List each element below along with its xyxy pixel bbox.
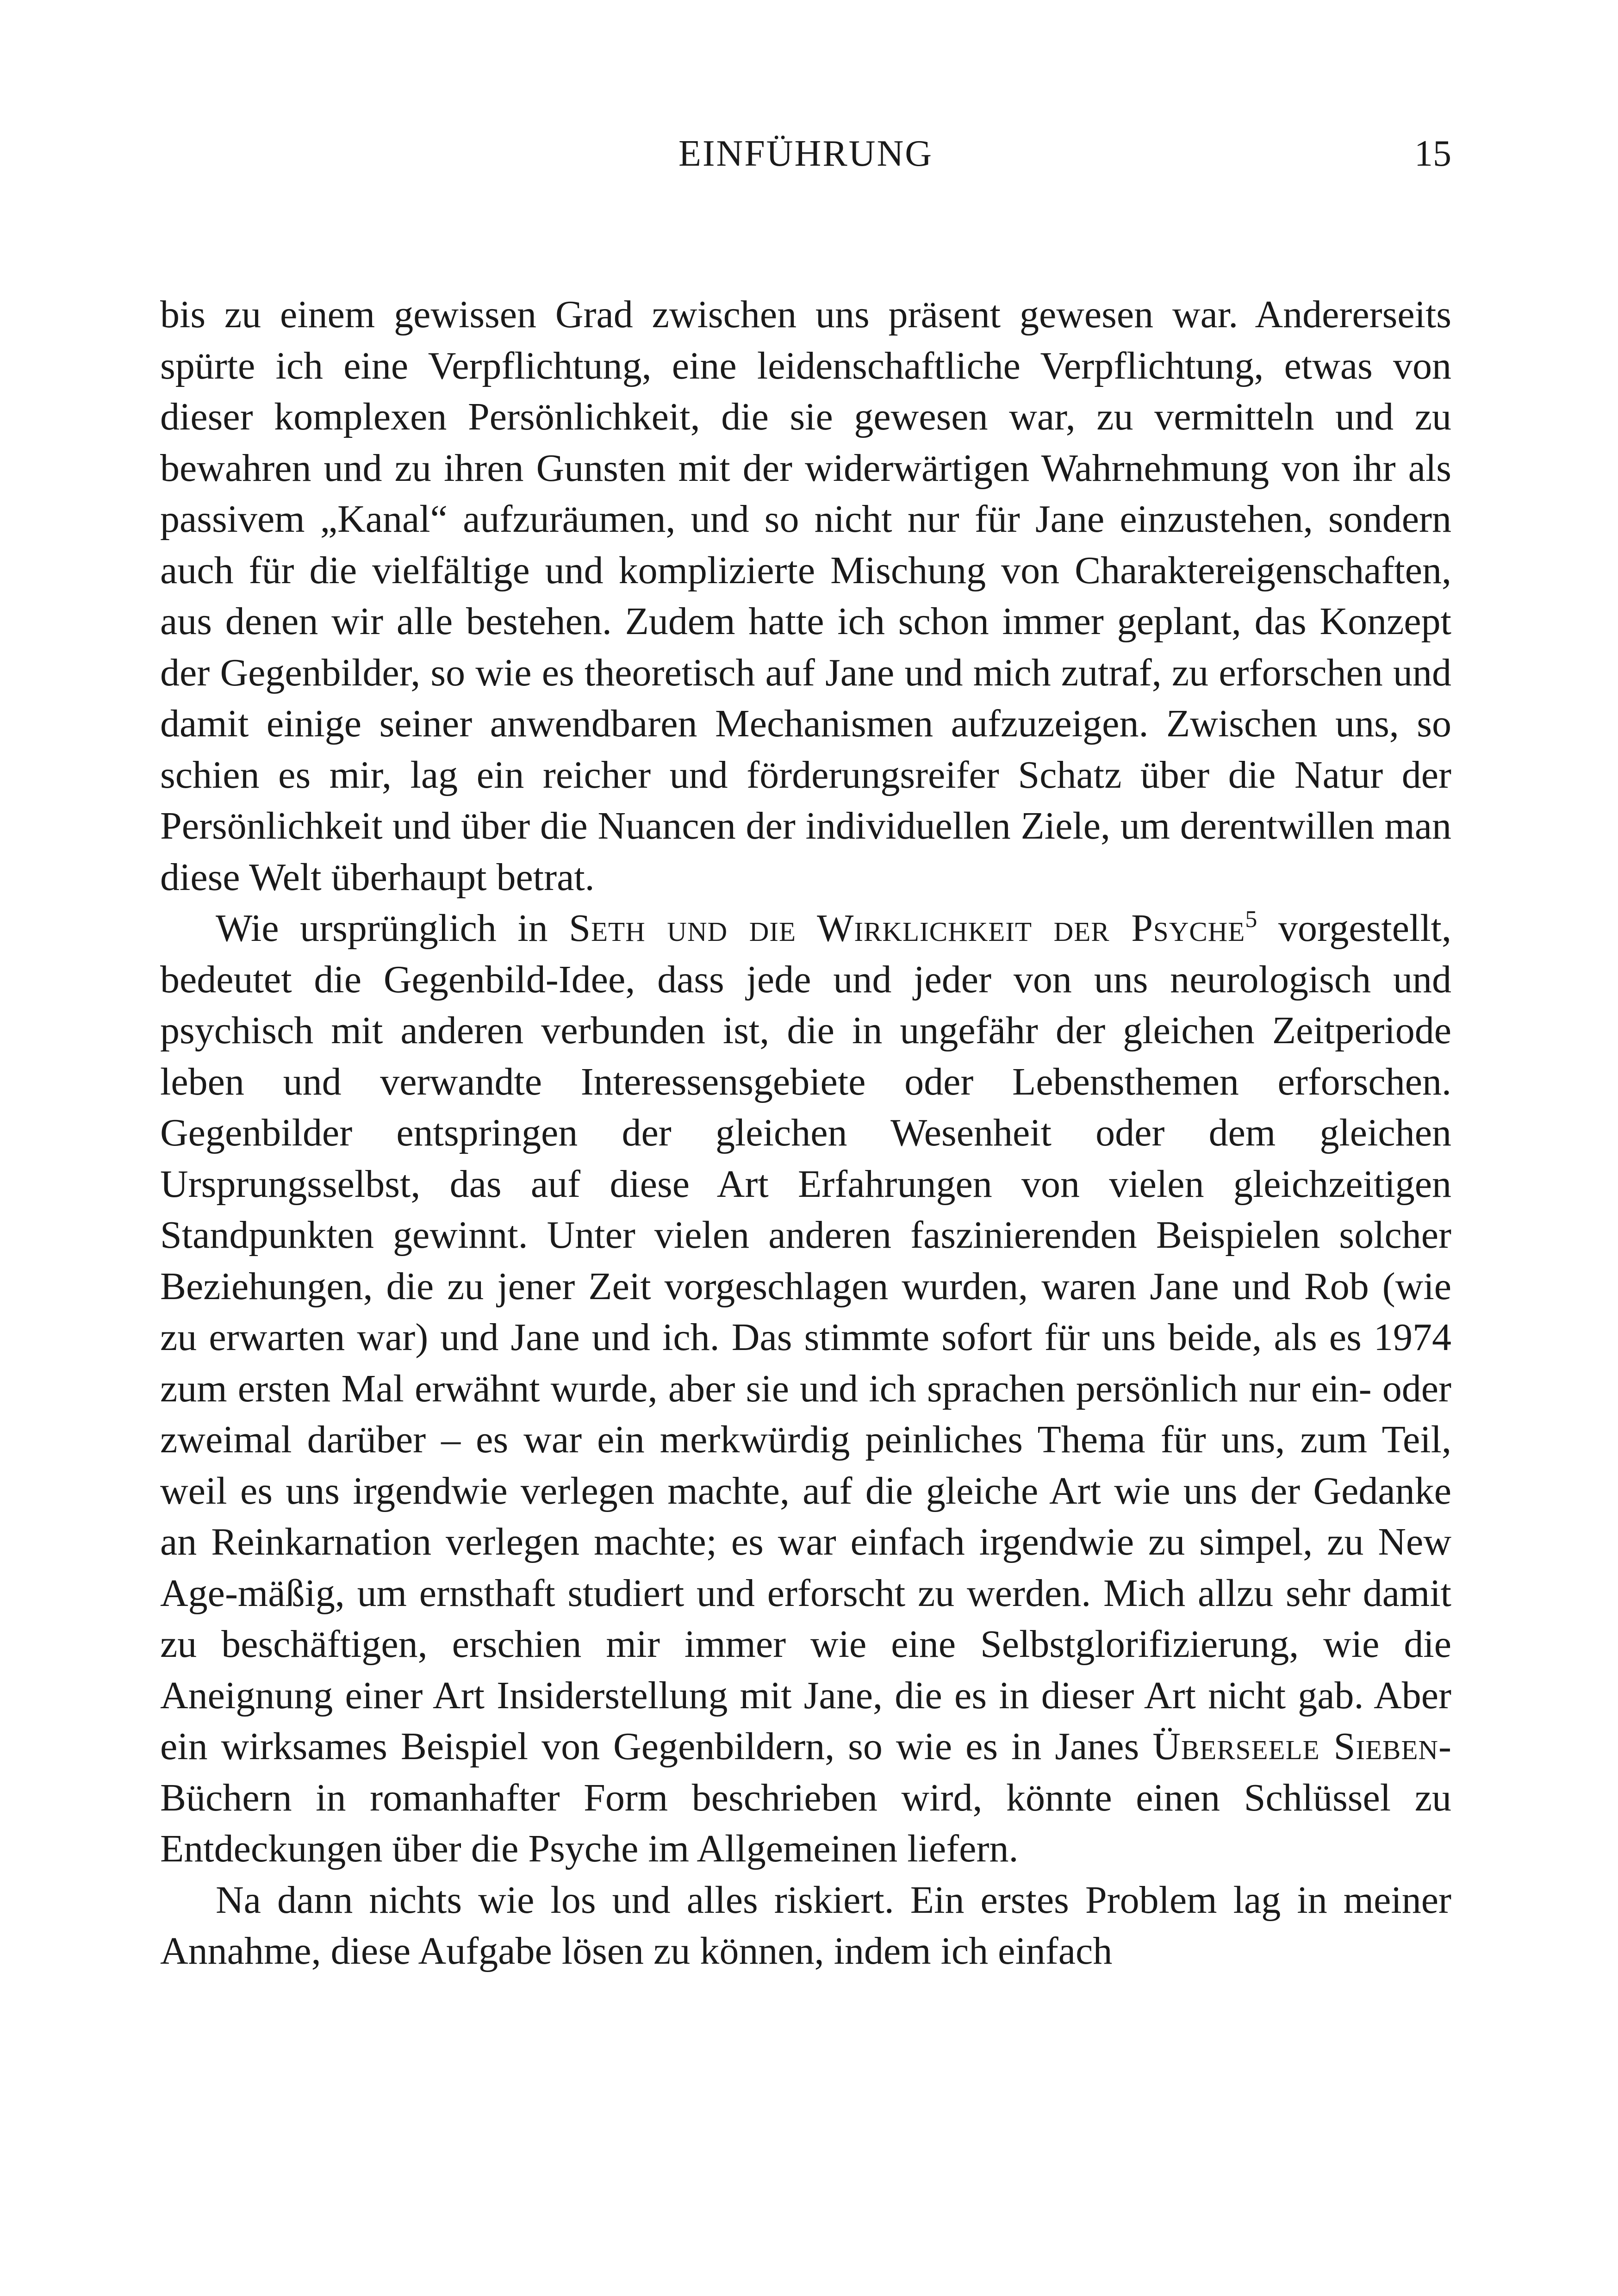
- paragraph-text: -Büchern in romanhafter Form beschrieben wird, könnte einen Schlüssel zu Entdeckungen über die Psyche im Allgemeinen liefern.: [160, 1725, 1451, 1870]
- body-text: [160, 289, 1451, 1977]
- book-title-oversoul: Überseele Sieben: [1152, 1725, 1439, 1768]
- running-title: EINFÜHRUNG: [678, 133, 933, 174]
- footnote-marker: 5: [1245, 906, 1257, 933]
- paragraph-text: bis zu einem gewissen Grad zwischen uns präsent gewesen war. Andererseits spürte ich eine Verpflichtung, eine leidenschaftliche Verpflichtung, etwas von dieser komplexen Persönlichkeit, die sie gewesen war, zu vermitteln und zu bewahren und zu ihren Gunsten mit der widerwärtigen Wahrnehmung von ihr als passivem „Kanal“ aufzuräumen, und so nicht nur für Jane einzustehen, sondern auch für die vielfältige und komplizierte Mischung von Charaktereigenschaften, aus denen wir alle bestehen. Zudem hatte ich schon immer geplant, das Konzept der Gegenbilder, so wie es theoretisch auf Jane und mich zutraf, zu erforschen und damit einige seiner anwendbaren Mechanismen aufzuzeigen. Zwischen uns, so schien es mir, lag ein reicher und förderungsreifer Schatz über die Natur der Persönlichkeit und über die Nuancen der individuellen Ziele, um derentwillen man diese Welt überhaupt betrat.: [160, 293, 1451, 899]
- paragraph-text: vorgestellt, bedeutet die Gegenbild-Idee, dass jede und jeder von uns neurologisch und psychisch mit anderen verbunden ist, die in ungefähr der gleichen Zeitperiode leben und verwandte Interessensgebiete oder Lebensthemen erforschen. Gegenbilder entspringen der gleichen Wesenheit oder dem gleichen Ursprungsselbst, das auf diese Art Erfahrungen von vielen gleichzeitigen Standpunkten gewinnt. Unter vielen anderen faszinierenden Beispielen solcher Beziehungen, die zu jener Zeit vorgeschlagen wurden, waren Jane und Rob (wie zu erwarten war) und Jane und ich. Das stimmte sofort für uns beide, als es 1974 zum ersten Mal erwähnt wurde, aber sie und ich sprachen persönlich nur ein- oder zweimal darüber – es war ein merkwürdig peinliches Thema für uns, zum Teil, weil es uns irgendwie verlegen machte, auf die gleiche Art wie uns der Gedanke an Reinkarnation verlegen machte; es war einfach irgendwie zu simpel, zu New Age-mäßig, um ernsthaft studiert und erforscht zu werden. Mich allzu sehr damit zu beschäftigen, erschien mir immer wie eine Selbstglorifizierung, wie die Aneignung einer Art Insiderstellung mit Jane, die es in dieser Art nicht gab. Aber ein wirksames Beispiel von Gegenbildern, so wie es in Janes: [160, 907, 1452, 1768]
- paragraph-2: [160, 903, 1451, 1875]
- paragraph-text: Na dann nichts wie los und alles riskiert. Ein erstes Problem lag in meiner Annahme, diese Aufgabe lösen zu können, indem ich einfach: [160, 1878, 1451, 1972]
- paragraph-1: [160, 289, 1451, 903]
- paragraph-3: [160, 1875, 1451, 1977]
- book-title-seth: Seth und die Wirklichkeit der Psyche: [569, 907, 1245, 950]
- paragraph-text: Wie ursprünglich in: [216, 907, 569, 950]
- page-number: 15: [1414, 133, 1451, 174]
- running-head: [160, 126, 1451, 181]
